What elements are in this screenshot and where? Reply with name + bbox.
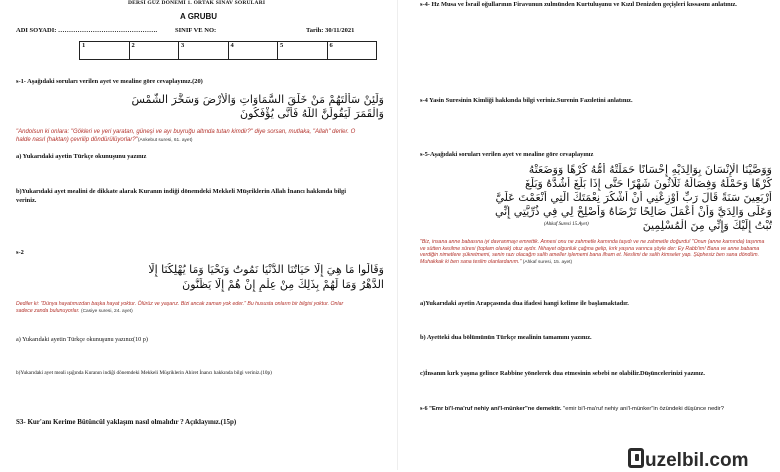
- question-5a: a)Yukarıdaki ayetin Arapçasında dua ifadesi hangi kelime ile başlamaktadır.: [420, 300, 629, 307]
- class-field[interactable]: SINIF VE NO:: [175, 27, 217, 34]
- question-5c: c)İnsanın kırk yaşına gelince Rabbine yönelerek dua etmesinin sebebi ne olabilir.Düşüncelerinizi yazınız.: [420, 370, 705, 377]
- exam-date: Tarih: 30/11/2021: [306, 27, 355, 34]
- verse-5-line-4: وَعَلَى وَالِدَيَّ وَأَنْ أَعْمَلَ صَالِحًا تَرْضَاهُ وَأَصْلِحْ لِي فِي ذُرِّيَّتِي إِنِّي: [494, 205, 772, 218]
- question-3: S3- Kur'anı Kerime Bütüncül yaklaşım nasıl olmalıdır ? Açıklayınız.(15p): [16, 418, 237, 426]
- guzelbil-watermark: uzelbil.com: [628, 448, 778, 470]
- score-table: [79, 41, 377, 60]
- page-divider: [397, 0, 398, 470]
- score-cell[interactable]: 2: [129, 42, 179, 60]
- score-cell[interactable]: 5: [278, 42, 328, 60]
- verse-2-meal: Dediler ki: "Dünya hayatımızdan başka hayat yoktur. Ölürüz ve yaşarız. Bizi ancak zaman yok eder." Bu hususta onların bir bilgisi yoktur. Onlar sadece zanda bulunuyorlar. (Casiye suresi, 24. ayet): [16, 301, 344, 314]
- question-5-title: s-5-Aşağıdaki soruları verilen ayet ve mealine göre cevaplayınız: [420, 151, 594, 158]
- score-cell[interactable]: 1: [80, 42, 130, 60]
- question-2a: a) Yukarıdaki ayetin Türkçe okunuşunu yazınız(10 p): [16, 336, 148, 343]
- question-4: s-4- Hz Musa ve İsrail oğullarının Firavunun zulmünden Kurtuluşunu ve Kızıl Denizden geçişleri kıssasını anlatınız.: [420, 1, 737, 8]
- verse-2-line-2: الدَّهْرُ وَمَا لَهُمْ بِذَلِكَ مِنْ عِلْمٍ إِنْ هُمْ إِلَّا يَظُنُّونَ: [182, 278, 384, 291]
- exam-title: DERSİ GÜZ DÖNEMİ 1. ORTAK SINAV SORULARI: [128, 0, 266, 6]
- group-label: A GRUBU: [180, 12, 218, 21]
- question-1a: a) Yukarıdaki ayetin Türkçe okunuşunu yazınız: [16, 153, 147, 160]
- verse-5-meal: "Biz, insana anne babasına iyi davranmayı emrettik. Annesi onu ne zahmetle karnında taşıdı ve ne zahmetle doğurdu! "Onun (anne karnında) taşınma ve sütten kesilme süresi (toplam olarak) otuz aydır. Nihayet olgunluk çağına gelip, kırk yaşına varınca şöyle der: Ey Rabb'im! Bana ve anne babama verdiğin nimetlere şükretmemi, senin razı olacağın salih ameller işlememi bana ilham et. Neslimi de salih kimseler yap. Şüphesiz ben sana döndüm. Muhakkak ki ben sana teslim olanlardanım." (Ahkaf suresi, 15. ayet): [420, 239, 765, 265]
- verse-1-meal: "Andolsun ki onlara: "Gökleri ve yeri yaratan, güneşi ve ayı buyruğu altında tutan kimdir?" diye sorsan, mutlaka, "Allah" derler. O halde nasıl (haktan) çevrilip döndürülüyorlar?"(Ankebut suresi, 61. ayet): [16, 129, 356, 143]
- name-field[interactable]: ADI SOYADI: ……………………………………….: [16, 27, 158, 34]
- question-2b: b)Yukarıdaki ayet meali ışığında Kuranın indiği dönemdeki Mekkeli Müşriklerin Ahiret İnancı hakkında bilgi veriniz.(10p): [16, 370, 272, 376]
- verse-5-source: (Ahkaf Suresi 15.Ayet): [544, 222, 589, 227]
- verse-2-line-1: وَقَالُوا مَا هِيَ إِلَّا حَيَاتُنَا الدُّنْيَا نَمُوتُ وَنَحْيَا وَمَا يُهْلِكُنَا إِلَّا: [148, 263, 384, 276]
- question-5b: b) Ayetteki dua bölümünün Türkçe mealinin tamamını yazınız.: [420, 334, 592, 341]
- score-cell[interactable]: 6: [327, 42, 377, 60]
- verse-5-line-1: وَوَصَّيْنَا الْإِنْسَانَ بِوَالِدَيْهِ إِحْسَانًا حَمَلَتْهُ أُمُّهُ كُرْهًا وَوَضَعَتْهُ: [528, 163, 772, 176]
- verse-5-last-line: [416, 219, 772, 233]
- score-cell[interactable]: 4: [228, 42, 278, 60]
- verse-5-line-5: تُبْتُ إِلَيْكَ وَإِنِّي مِنَ الْمُسْلِمِينَ: [642, 219, 772, 232]
- verse-1-line-1: وَلَئِنْ سَأَلْتَهُمْ مَنْ خَلَقَ السَّمَاوَاتِ وَالْأَرْضَ وَسَخَّرَ الشَّمْسَ: [131, 93, 384, 106]
- question-4-yasin: s-4 Yasin Suresinin Kimliği hakkında bilgi veriniz.Surenin Fazıletini anlatınız.: [420, 97, 633, 104]
- g-logo-icon: [628, 448, 644, 468]
- question-1b: b)Yukarıdaki ayet mealini de dikkate alarak Kuranın indiği dönemdeki Mekkeli Müşriklerin Allah İnancı hakkında bilgi veriniz.: [16, 188, 347, 204]
- question-6: s-6 "Emr bi'l-ma'ruf nehiy ani'l-münker"ne demektir. "emir bi'l-ma'ruf nehiy ani'l-münker"in özündeki düşünce nedir?: [420, 405, 724, 412]
- verse-5-line-2: كُرْهًا وَحَمْلُهُ وَفِصَالُهُ ثَلَاثُونَ شَهْرًا حَتَّى إِذَا بَلَغَ أَشُدَّهُ وَبَلَغَ: [524, 177, 772, 190]
- score-cell[interactable]: 3: [179, 42, 229, 60]
- verse-5-line-3: أَرْبَعِينَ سَنَةً قَالَ رَبِّ أَوْزِعْنِي أَنْ أَشْكُرَ نِعْمَتَكَ الَّتِي أَنْعَمْتَ عَلَيَّ: [495, 191, 772, 204]
- verse-1-line-2: وَالْقَمَرَ لَيَقُولُنَّ اللَّهُ فَأَنَّى يُؤْفَكُونَ: [240, 107, 384, 120]
- question-2-title: s-2: [16, 249, 24, 256]
- question-1-title: s-1- Aşağıdaki soruları verilen ayet ve mealine göre cevaplayınız.(20): [16, 78, 203, 85]
